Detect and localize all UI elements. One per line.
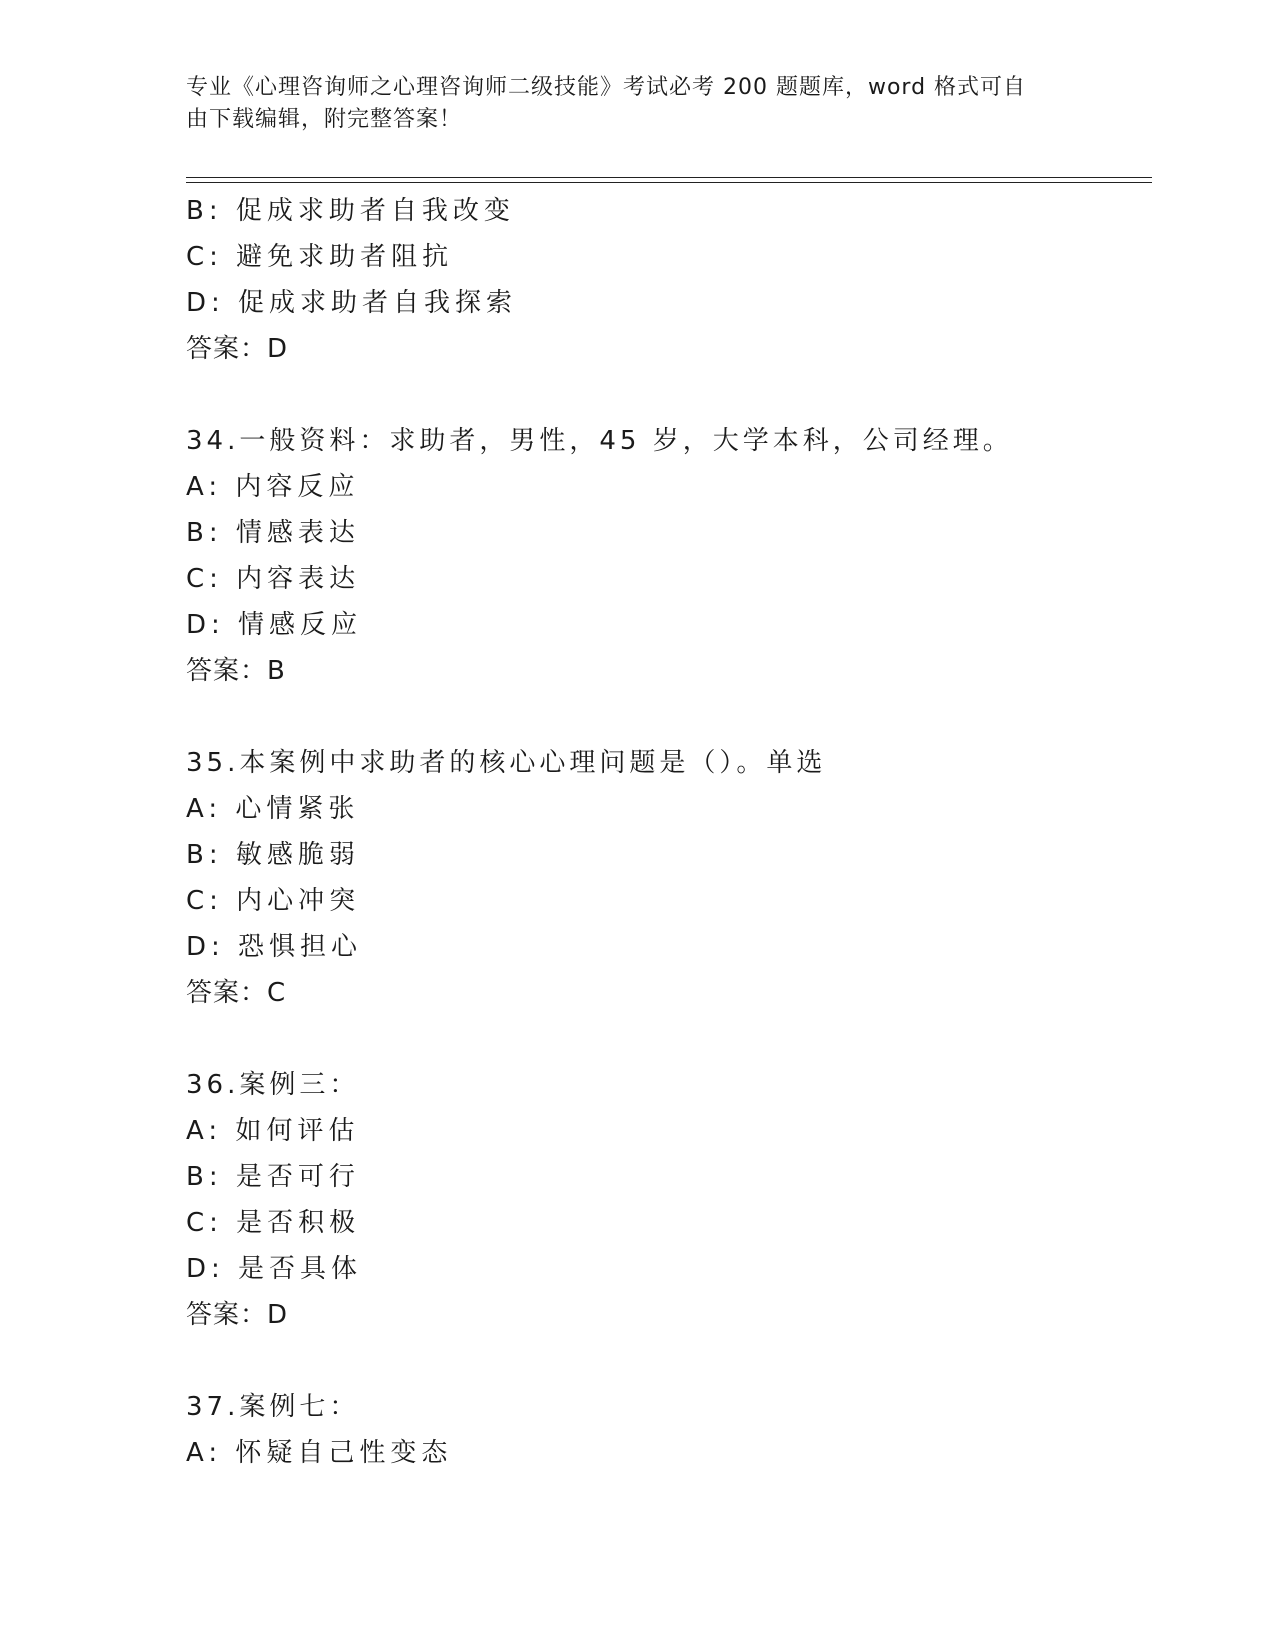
option-d: D: 促成求助者自我探索 [186, 288, 518, 318]
answer-line: 答案：D [186, 334, 289, 364]
question-block-35 [186, 740, 1152, 1016]
option-b: B: 情感表达 [186, 518, 360, 548]
spacer [186, 372, 1152, 418]
option-c: C: 避免求助者阻抗 [186, 242, 454, 272]
header-divider-top [186, 177, 1152, 178]
question-block-37 [186, 1384, 1152, 1476]
option-d: D: 是否具体 [186, 1254, 363, 1284]
option-a: A: 心情紧张 [186, 794, 360, 824]
option-b: B: 促成求助者自我改变 [186, 196, 515, 226]
question-stem: 36.案例三： [186, 1070, 360, 1100]
option-b: B: 敏感脆弱 [186, 840, 360, 870]
answer-line: 答案：C [186, 978, 287, 1008]
question-block-36 [186, 1062, 1152, 1338]
option-c: C: 是否积极 [186, 1208, 361, 1238]
answer-line: 答案：B [186, 656, 286, 686]
option-a: A: 如何评估 [186, 1116, 360, 1146]
document-header [186, 72, 1066, 136]
question-stem: 35.本案例中求助者的核心心理问题是（）。单选 [186, 748, 827, 778]
spacer [186, 694, 1152, 740]
question-list [186, 188, 1152, 1476]
option-a: A: 怀疑自己性变态 [186, 1438, 453, 1468]
option-a: A: 内容反应 [186, 472, 360, 502]
header-line-1: 专业《心理咨询师之心理咨询师二级技能》考试必考 200 题题库，word 格式可自 [186, 75, 1027, 100]
spacer [186, 1338, 1152, 1384]
question-block-34 [186, 418, 1152, 694]
option-c: C: 内容表达 [186, 564, 361, 594]
spacer [186, 1016, 1152, 1062]
answer-line: 答案：D [186, 1300, 289, 1330]
header-line-2: 由下载编辑，附完整答案！ [186, 107, 463, 132]
option-b: B: 是否可行 [186, 1162, 360, 1192]
question-block-prev [186, 188, 1152, 372]
header-divider-bottom [186, 182, 1152, 183]
option-d: D: 恐惧担心 [186, 932, 363, 962]
question-stem: 34.一般资料：求助者，男性，45 岁，大学本科，公司经理。 [186, 426, 1013, 456]
option-c: C: 内心冲突 [186, 886, 361, 916]
question-stem: 37.案例七： [186, 1392, 360, 1422]
option-d: D: 情感反应 [186, 610, 363, 640]
